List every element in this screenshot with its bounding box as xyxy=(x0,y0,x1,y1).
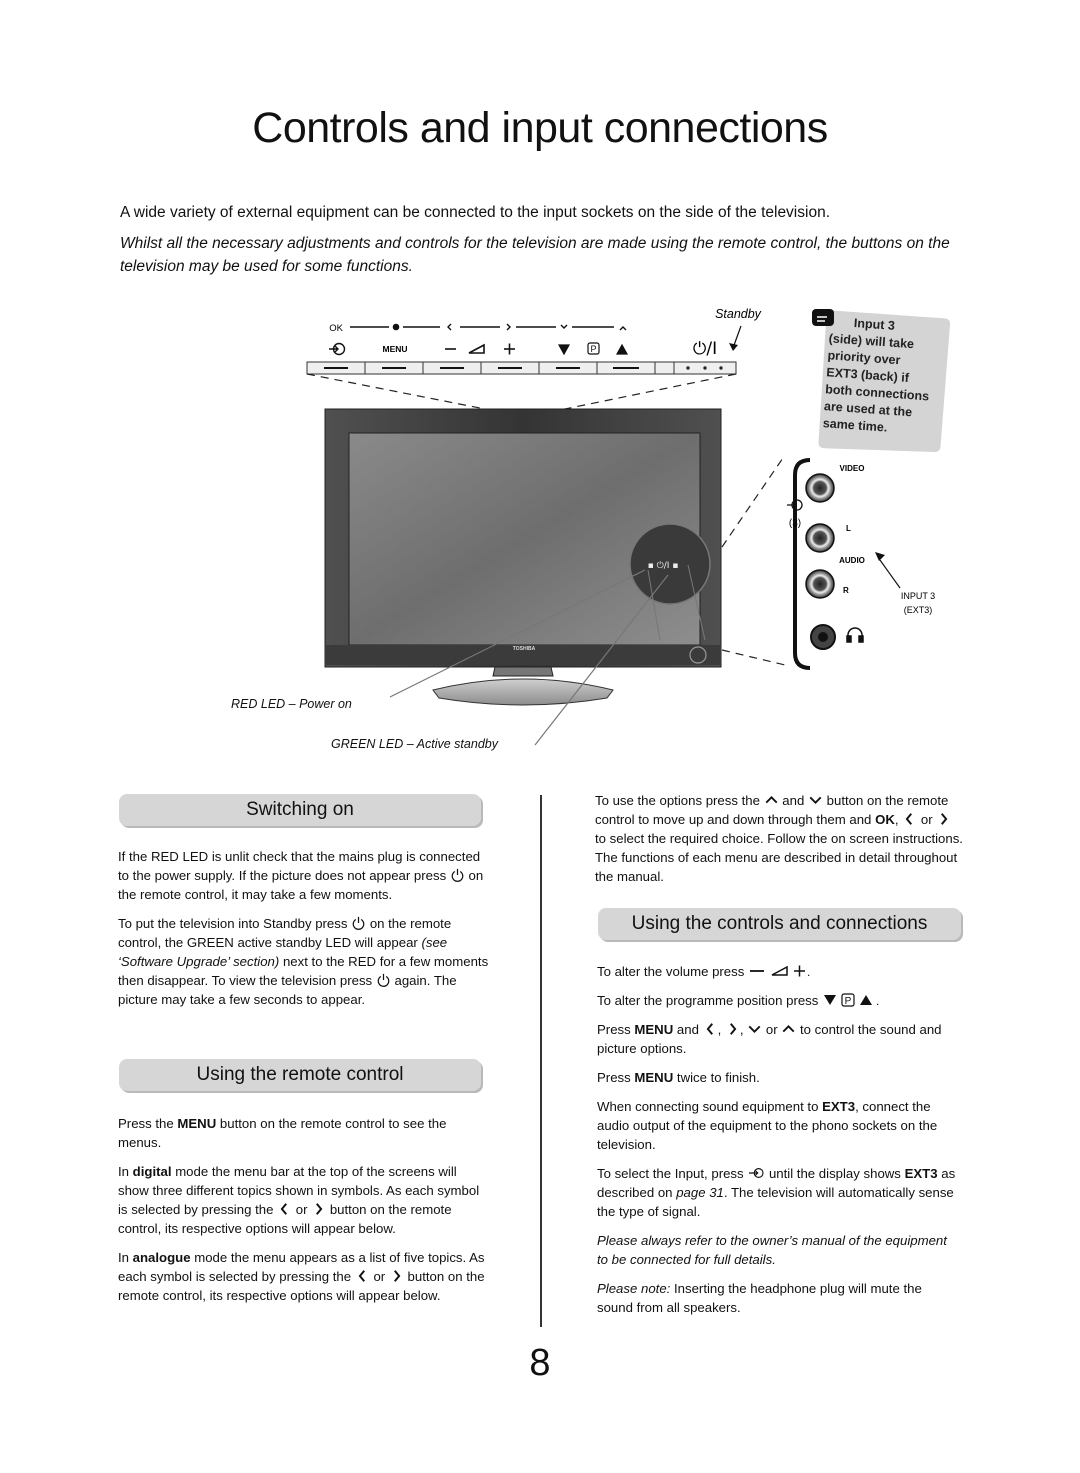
ext3-para: When connecting sound equipment to EXT3, connect the audio output of the equipment to the phono sockets on the television. xyxy=(597,1099,938,1152)
chevron-left-icon xyxy=(355,1269,370,1283)
page-number: 8 xyxy=(529,1342,551,1384)
input-icon xyxy=(329,344,345,355)
svg-text:.: . xyxy=(807,965,811,978)
left-label: L xyxy=(846,524,851,533)
input3-label: INPUT 3 xyxy=(900,591,936,601)
volume-para: To alter the volume press . xyxy=(597,964,811,979)
remote-control-text xyxy=(118,1114,490,1315)
switching-on-heading: Switching on xyxy=(119,794,481,826)
chevron-up-icon xyxy=(781,1022,796,1036)
menu-para: Press MENU and , , or to control the sound and picture options. xyxy=(597,1022,942,1056)
remote-control-heading: Using the remote control xyxy=(119,1059,481,1091)
volume-controls-icon xyxy=(748,964,812,978)
audio-left-jack xyxy=(806,524,834,552)
page-title: Controls and input connections xyxy=(252,104,828,152)
video-jack xyxy=(806,474,834,502)
input-number-label: (3) xyxy=(788,518,802,529)
refer-para: Please always refer to the owner’s manual of the equipment to be connected for full details. xyxy=(597,1233,947,1267)
power-icon xyxy=(450,868,465,882)
remote-para-2: In digital mode the menu bar at the top of the screens will show three different topics shown in symbols. As each symbol is selected by pressing the or button on the remote control, its respective options will appear below. xyxy=(118,1164,480,1236)
headphone-note-para: Please note: Inserting the headphone plug will mute the sound from all speakers. xyxy=(597,1281,922,1315)
programme-controls-icon xyxy=(559,343,627,354)
programme-controls-icon xyxy=(822,993,888,1007)
tv-controls-diagram xyxy=(0,290,1080,770)
menu-twice-para: Press MENU twice to finish. xyxy=(597,1070,760,1085)
options-para: To use the options press the and button on the remote control to move up and down through them and OK, or to select the required choice. Follow the on screen instructions. The functions of each menu are described in detail throughout the manual. xyxy=(595,793,963,884)
button-strip xyxy=(350,324,626,330)
svg-text:▪ ⏻/I ▪: ▪ ⏻/I ▪ xyxy=(647,561,679,571)
standby-label: Standby xyxy=(715,307,761,321)
svg-text:.: . xyxy=(876,994,880,1007)
video-label: VIDEO xyxy=(839,464,865,473)
chevron-left-icon xyxy=(703,1022,718,1036)
ext3-label: (EXT3) xyxy=(903,605,933,615)
controls-connections-text xyxy=(597,962,959,1327)
chevron-up-icon xyxy=(764,793,779,807)
television xyxy=(325,409,721,705)
side-button-row xyxy=(307,362,736,374)
svg-text:P: P xyxy=(590,344,597,354)
note-line-7: same time. xyxy=(822,416,888,435)
priority-note xyxy=(812,309,950,456)
power-symbol: ⏻/I xyxy=(692,339,718,359)
remote-para-3: In analogue mode the menu appears as a list of five topics. As each symbol is selected by pressing the or button on the remote control, its respective options will appear below. xyxy=(118,1250,485,1303)
chevron-right-icon xyxy=(389,1269,404,1283)
note-line-5: both connections xyxy=(824,382,930,404)
power-icon xyxy=(351,916,366,930)
power-icon xyxy=(376,973,391,987)
controls-connections-heading: Using the controls and connections xyxy=(598,908,961,940)
ok-button-label: OK xyxy=(329,323,343,334)
input-icon xyxy=(747,1166,765,1180)
switching-on-text xyxy=(118,847,490,1019)
brand-label: TOSHIBA xyxy=(512,646,536,652)
note-line-2: (side) will take xyxy=(828,331,915,352)
note-line-4: EXT3 (back) if xyxy=(825,365,910,385)
remote-para-1: Press the MENU button on the remote control to see the menus. xyxy=(118,1116,447,1150)
chevron-left-icon xyxy=(902,812,917,826)
chevron-right-icon xyxy=(725,1022,740,1036)
svg-text:P: P xyxy=(844,996,852,1007)
chevron-down-icon xyxy=(808,793,823,807)
note-line-3: priority over xyxy=(827,348,901,368)
options-text xyxy=(595,791,965,896)
red-led-label: RED LED – Power on xyxy=(231,697,352,711)
intro-italic-paragraph: Whilst all the necessary adjustments and controls for the television are made using the remote control, the buttons on the television may be used for some functions. xyxy=(120,235,950,275)
programme-para: To alter the programme position press P . xyxy=(597,991,959,1010)
audio-label: AUDIO xyxy=(839,556,865,565)
audio-right-jack xyxy=(806,570,834,598)
menu-button-label: MENU xyxy=(382,344,408,354)
intro-paragraph: A wide variety of external equipment can be connected to the input sockets on the side of the television. xyxy=(120,204,830,221)
chevron-right-icon xyxy=(311,1202,326,1216)
column-divider xyxy=(540,795,542,1327)
note-line-6: are used at the xyxy=(823,399,913,420)
green-led-label: GREEN LED – Active standby xyxy=(331,737,498,751)
input-select-para: To select the Input, press until the display shows EXT3 as described on page 31. The television will automatically sense the type of signal. xyxy=(597,1166,956,1219)
chevron-left-icon xyxy=(277,1202,292,1216)
chevron-right-icon xyxy=(936,812,951,826)
switching-on-para-1: If the RED LED is unlit check that the mains plug is connected to the power supply. If the picture does not appear press on the remote control, it may take a few moments. xyxy=(118,849,484,902)
rca-jacks xyxy=(806,474,835,649)
volume-controls-icon xyxy=(445,344,515,355)
right-label: R xyxy=(843,586,849,595)
note-line-1: Input 3 xyxy=(853,316,896,333)
switching-on-para-2: To put the television into Standby press on the remote control, the GREEN active standby LED will appear (see ‘Software Upgrade’ section) next to the RED for a few moments then disappear. To view the television press again. The picture may take a few seconds to appear. xyxy=(118,916,489,1007)
headphone-icon xyxy=(847,628,863,642)
chevron-down-icon xyxy=(747,1022,762,1036)
